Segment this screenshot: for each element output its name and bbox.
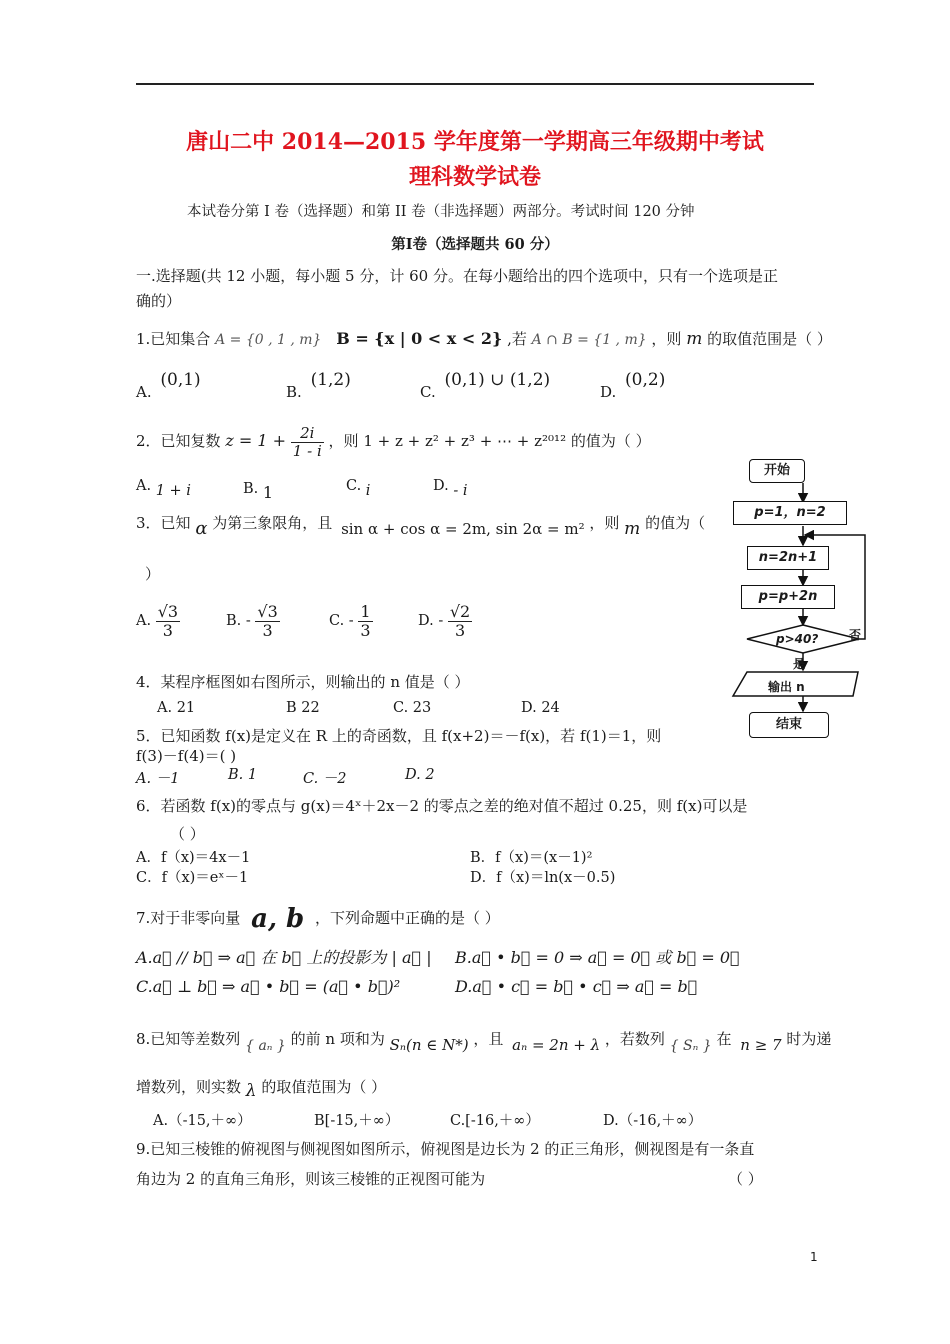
q4-option-a[interactable]: A. 21 [157, 700, 196, 716]
section-intro-line2: 确的） [136, 292, 182, 310]
q8-sn: Sₙ(n ∈ N*) [389, 1036, 469, 1054]
q3-option-c[interactable]: C. - $\frac{1}{3}$ [329, 602, 371, 640]
flowchart-condition: p>40? [776, 632, 819, 646]
q4-option-c[interactable]: C. 23 [393, 700, 432, 716]
q1-option-d[interactable]: D. (0,2) [600, 370, 666, 401]
q8-option-d[interactable]: D.（-16,＋∞） [603, 1113, 703, 1129]
flowchart-end: 结束 [749, 712, 829, 738]
q1-option-c[interactable]: C. (0,1) ∪ (1,2) [420, 370, 551, 401]
question-1 [136, 328, 832, 349]
q6-option-c[interactable]: C．f（x)＝eˣ－1 [136, 870, 249, 886]
q7-option-a[interactable]: A.a⃗ // b⃗ ⇒ a⃗ 在 b⃗ 上的投影为 | a⃗ | [136, 948, 432, 967]
question-3: 3．已知 α 为第三象限角，且 sin α + cos α = 2m, sin 2α = m² ，则 m 的值为（ [136, 514, 706, 539]
q6-option-a[interactable]: A．f（x)＝4x－1 [136, 850, 251, 866]
q3-option-b[interactable]: B. - $\frac{√3}{3}$ [226, 602, 278, 640]
flowchart-start: 开始 [749, 459, 805, 483]
flowchart-init: p=1，n=2 [733, 501, 847, 525]
q8-option-c[interactable]: C.[-16,＋∞） [450, 1113, 540, 1129]
question-5-line2: f(3)－f(4)＝( ) [136, 747, 237, 765]
q7-option-d[interactable]: D.a⃗ • c⃗ = b⃗ • c⃗ ⇒ a⃗ = b⃗ [455, 977, 698, 996]
q8-sn-seq: { Sₙ } [669, 1038, 712, 1054]
q1-prefix: 1.已知集合 [136, 330, 211, 348]
q8-formula: aₙ = 2n + λ [512, 1036, 601, 1054]
q2-option-d[interactable]: D. - i [433, 478, 468, 499]
q8-option-b[interactable]: B[-15,＋∞） [314, 1113, 400, 1129]
q4-option-d[interactable]: D. 24 [521, 700, 560, 716]
header-rule [136, 83, 814, 85]
question-8-line1: 8.已知等差数列 { aₙ } 的前 n 项和为 Sₙ(n ∈ N*) ，且 aₙ = 2n + λ ，若数列 { Sₙ } 在 n ≥ 7 时为递 [136, 1030, 832, 1054]
q3-expr: sin α + cos α = 2m, sin 2α = m² [341, 520, 585, 538]
q8-option-a[interactable]: A.（-15,＋∞） [153, 1113, 252, 1129]
q1-set-a: A = {0 , 1 , m} [215, 332, 322, 348]
page-number: 1 [810, 1250, 818, 1264]
q1-suffix: 的取值范围是（ ） [707, 330, 832, 348]
q2-option-a[interactable]: A. 1 + i [136, 478, 191, 499]
q5-option-c[interactable]: C. －2 [303, 771, 347, 787]
q7-option-b[interactable]: B.a⃗ • b⃗ = 0 ⇒ a⃗ = 0⃗ 或 b⃗ = 0⃗ [455, 948, 740, 967]
question-2: 2．已知复数 z = 1 + $\frac{2i}{1 - i}$ ，则 1 + z + z² + z³ + ⋯ + z²⁰¹² 的值为（ ） [136, 424, 651, 460]
flowchart-output: 输出 n [768, 680, 805, 694]
question-6-line1: 6．若函数 f(x)的零点与 g(x)＝4ˣ＋2x－2 的零点之差的绝对值不超过 0.25，则 f(x)可以是 [136, 797, 748, 815]
q1-option-b[interactable]: B. (1,2) [286, 370, 351, 401]
q2-z-lhs: z = 1 + [225, 431, 287, 450]
q5-option-d[interactable]: D. 2 [405, 767, 435, 783]
q5-option-a[interactable]: A. －1 [136, 771, 180, 787]
q6-option-b[interactable]: B．f（x)＝(x－1)² [470, 850, 593, 866]
q1-option-a[interactable]: A. (0,1) [136, 370, 201, 401]
flowchart-no-label: 否 [849, 628, 862, 642]
q2-option-b[interactable]: B. 1 [243, 481, 274, 502]
q3-option-a[interactable]: A. $\frac{√3}{3}$ [136, 602, 179, 640]
q2-option-c[interactable]: C. i [346, 478, 371, 499]
q1-intersection: A ∩ B = {1 , m} [531, 332, 647, 348]
q8-cond: n ≥ 7 [740, 1036, 782, 1054]
q6-option-d[interactable]: D．f（x)＝ln(x－0.5) [470, 870, 616, 886]
q1-set-b: B = {x | 0 < x < 2} [336, 329, 503, 348]
q3-close-paren: ） [145, 565, 161, 583]
question-6-line2: （ ） [170, 825, 205, 843]
flowchart-step-p: p=p+2n [741, 585, 835, 609]
section-intro-line1: 一.选择题(共 12 小题，每小题 5 分，计 60 分。在每小题给出的四个选项中，只有一个选项是正 [136, 267, 778, 285]
flowchart-step-n: n=2n+1 [747, 546, 829, 570]
exam-title: 唐山二中 2014—2015 学年度第一学期高三年级期中考试 [186, 129, 764, 155]
q5-option-b[interactable]: B. 1 [228, 767, 258, 783]
exam-intro: 本试卷分第 I 卷（选择题）和第 II 卷（非选择题）两部分。考试时间 120 分钟 [187, 204, 695, 220]
question-7: 7.对于非零向量 a, b ，下列命题中正确的是（ ） [136, 904, 500, 934]
question-5-line1: 5．已知函数 f(x)是定义在 R 上的奇函数，且 f(x+2)＝－f(x)，若 f(1)＝1，则 [136, 727, 662, 745]
q1-cond: ,若 [507, 330, 527, 348]
exam-subtitle: 理科数学试卷 [408, 164, 541, 190]
q7-option-c[interactable]: C.a⃗ ⊥ b⃗ ⇒ a⃗ • b⃗ = (a⃗ • b⃗)² [136, 977, 401, 996]
q1-tail: ，则 [651, 330, 682, 348]
q4-option-b[interactable]: B 22 [286, 700, 320, 716]
question-9-line1: 9.已知三棱锥的俯视图与侧视图如图所示，俯视图是边长为 2 的正三角形，侧视图是有一条直 [136, 1140, 755, 1158]
q3-option-d[interactable]: D. - $\frac{√2}{3}$ [418, 602, 471, 640]
flowchart-yes-label: 是 [793, 657, 806, 671]
q1-var: m [686, 329, 703, 349]
question-9-line2: 角边为 2 的直角三角形，则该三棱锥的正视图可能为 [136, 1170, 486, 1188]
q2-sum: 1 + z + z² + z³ + ⋯ + z²⁰¹² [363, 432, 567, 450]
q3-alpha: α [195, 518, 208, 539]
q9-paren: （ ） [728, 1170, 763, 1188]
question-4: 4．某程序框图如右图所示，则输出的 n 值是（ ） [136, 673, 470, 691]
q7-vectors: a, b [251, 904, 305, 934]
section-title: 第Ⅰ卷（选择题共 60 分） [391, 236, 559, 253]
question-8-line2: 增数列，则实数 λ 的取值范围为（ ） [136, 1078, 387, 1101]
q2-fraction: $\frac{2i}{1 - i}$ [292, 424, 322, 460]
q8-an: { aₙ } [245, 1038, 286, 1054]
